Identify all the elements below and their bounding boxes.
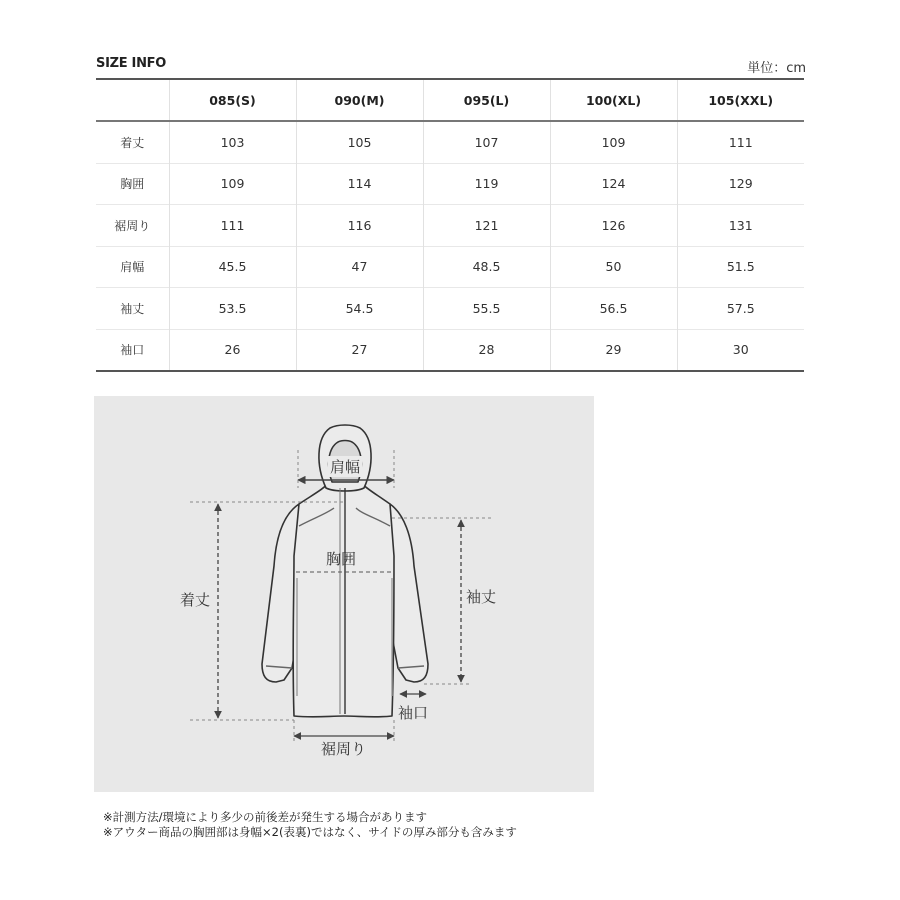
table-row <box>96 288 804 330</box>
column-header-100xl: 100(XL) <box>550 79 677 121</box>
table-row <box>96 246 804 288</box>
table-cell: 54.5 <box>296 288 423 330</box>
table-cell: 129 <box>677 163 804 205</box>
table-cell: 29 <box>550 329 677 371</box>
section-title: SIZE INFO <box>96 56 166 71</box>
table-cell: 114 <box>296 163 423 205</box>
hem-label: 裾周り <box>321 740 367 758</box>
table-cell: 111 <box>677 121 804 163</box>
row-label: 袖丈 <box>96 288 169 330</box>
table-cell: 126 <box>550 205 677 247</box>
table-cell: 107 <box>423 121 550 163</box>
table-cell: 116 <box>296 205 423 247</box>
table-cell: 119 <box>423 163 550 205</box>
row-label: 胸囲 <box>96 163 169 205</box>
table-cell: 48.5 <box>423 246 550 288</box>
table-cell: 45.5 <box>169 246 296 288</box>
table-cell: 103 <box>169 121 296 163</box>
column-header-090m: 090(M) <box>296 79 423 121</box>
size-table <box>96 78 804 372</box>
table-cell: 109 <box>169 163 296 205</box>
row-label: 肩幅 <box>96 246 169 288</box>
row-label: 袖口 <box>96 329 169 371</box>
notes <box>103 810 517 840</box>
cuff-label: 袖口 <box>398 704 429 722</box>
length-label: 着丈 <box>180 591 211 609</box>
column-header-blank <box>96 79 169 121</box>
table-cell: 50 <box>550 246 677 288</box>
unit-label: 単位：cm <box>747 61 806 76</box>
table-cell: 27 <box>296 329 423 371</box>
measurement-diagram <box>94 396 594 792</box>
shoulder-width-label: 肩幅 <box>330 458 361 476</box>
note-line: ※計測方法/環境により多少の前後差が発生する場合があります <box>103 810 428 824</box>
table-cell: 124 <box>550 163 677 205</box>
row-label: 裾周り <box>96 205 169 247</box>
table-row <box>96 163 804 205</box>
table-cell: 105 <box>296 121 423 163</box>
table-cell: 51.5 <box>677 246 804 288</box>
row-label: 着丈 <box>120 135 145 150</box>
table-cell: 28 <box>423 329 550 371</box>
table-cell: 47 <box>296 246 423 288</box>
column-header-085s: 085(S) <box>169 79 296 121</box>
table-cell: 121 <box>423 205 550 247</box>
table-row <box>96 329 804 371</box>
table-cell: 56.5 <box>550 288 677 330</box>
table-cell: 109 <box>550 121 677 163</box>
table-cell: 57.5 <box>677 288 804 330</box>
note-line: ※アウター商品の胸囲部は身幅×2(表裏)ではなく、サイドの厚み部分も含みます <box>103 825 517 839</box>
table-row <box>96 205 804 247</box>
column-header-095l: 095(L) <box>423 79 550 121</box>
table-cell: 55.5 <box>423 288 550 330</box>
table-cell: 26 <box>169 329 296 371</box>
sleeve-length-label: 袖丈 <box>466 588 497 606</box>
table-cell: 53.5 <box>169 288 296 330</box>
chest-label: 胸囲 <box>326 550 357 568</box>
table-cell: 30 <box>677 329 804 371</box>
table-cell: 131 <box>677 205 804 247</box>
column-header-105xxl: 105(XXL) <box>677 79 804 121</box>
table-header-row <box>96 79 804 121</box>
table-cell: 111 <box>169 205 296 247</box>
table-row <box>96 121 804 163</box>
